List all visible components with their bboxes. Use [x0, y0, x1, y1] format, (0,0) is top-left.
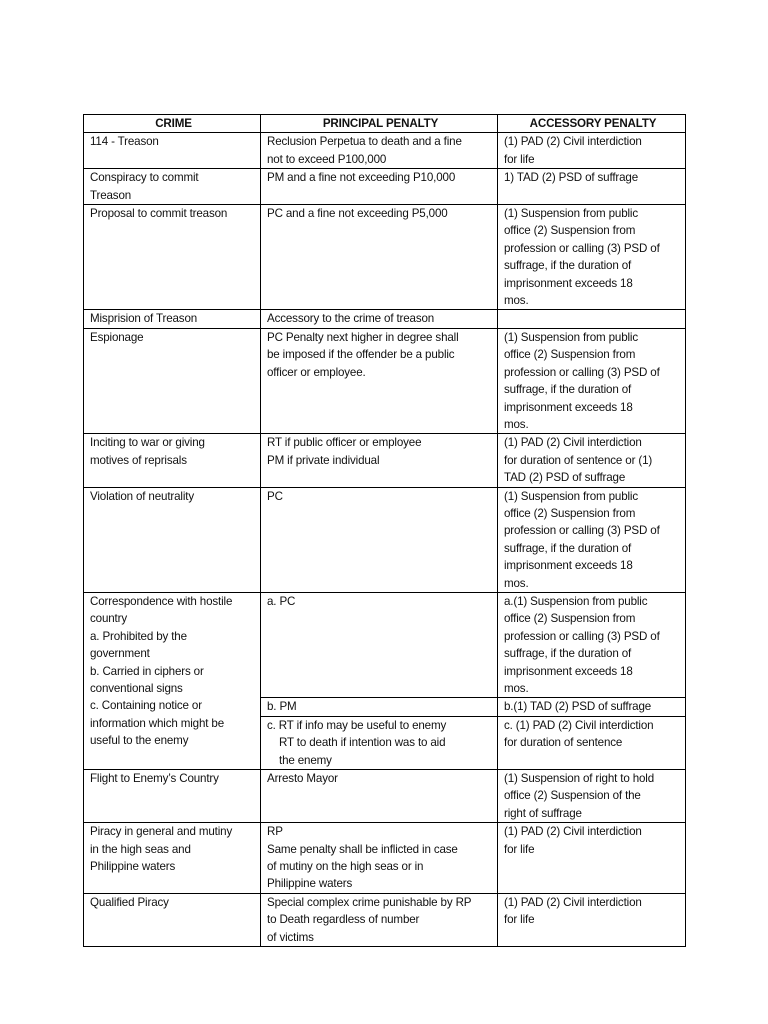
cell-line: not to exceed P100,000 [267, 152, 387, 166]
table-row [84, 770, 686, 823]
accessory-penalty-cell [498, 893, 686, 946]
cell-line: Misprision of Treason [90, 312, 198, 326]
cell-line: PC Penalty next higher in degree shall [267, 330, 459, 344]
table-row [84, 133, 686, 169]
principal-penalty-cell [261, 592, 498, 697]
cell-line: for life [504, 152, 535, 166]
cell-line: TAD (2) PSD of suffrage [504, 471, 626, 485]
cell-line: Proposal to commit treason [90, 207, 228, 221]
cell-line: (1) PAD (2) Civil interdiction [504, 895, 642, 909]
header-accessory-penalty: ACCESSORY PENALTY [498, 115, 686, 133]
table-row [84, 205, 686, 310]
cell-line: (1) Suspension from public [504, 207, 639, 221]
cell-line: PC and a fine not exceeding P5,000 [267, 207, 448, 221]
cell-line: profession or calling (3) PSD of [504, 524, 660, 538]
table-row [84, 823, 686, 894]
cell-line: profession or calling (3) PSD of [504, 365, 660, 379]
cell-line: b.(1) TAD (2) PSD of suffrage [504, 700, 652, 714]
cell-line: a. Prohibited by the [90, 629, 187, 643]
cell-line: officer or employee. [267, 365, 366, 379]
cell-line: office (2) Suspension from [504, 224, 636, 238]
penalty-table [83, 114, 686, 947]
table-row [84, 434, 686, 487]
cell-line: in the high seas and [90, 842, 191, 856]
crime-cell [84, 310, 261, 328]
cell-line: Conspiracy to commit [90, 171, 199, 185]
header-crime: CRIME [84, 115, 261, 133]
cell-line: conventional signs [90, 682, 183, 695]
principal-penalty-cell [261, 716, 498, 769]
cell-line: 114 - Treason [90, 135, 159, 149]
cell-line: c. Containing notice or [90, 699, 202, 713]
crime-cell [84, 328, 261, 433]
cell-line: of victims [267, 930, 314, 944]
cell-line: Special complex crime punishable by RP [267, 895, 472, 909]
header-principal-penalty: PRINCIPAL PENALTY [261, 115, 498, 133]
cell-line: (1) Suspension from public [504, 330, 639, 344]
cell-line: b. PM [267, 700, 297, 714]
crime-cell [84, 893, 261, 946]
crime-cell [84, 169, 261, 205]
cell-line: Correspondence with hostile [90, 594, 233, 608]
accessory-penalty-cell [498, 823, 686, 894]
cell-line: suffrage, if the duration of [504, 383, 632, 397]
accessory-penalty-cell [498, 487, 686, 592]
cell-line: Arresto Mayor [267, 772, 338, 786]
crime-cell [84, 487, 261, 592]
accessory-penalty-cell [498, 770, 686, 823]
cell-line: suffrage, if the duration of [504, 259, 632, 273]
cell-line: motives of reprisals [90, 453, 187, 467]
cell-line: for duration of sentence or (1) [504, 453, 653, 467]
cell-line: Same penalty shall be inflicted in case [267, 842, 458, 856]
principal-penalty-cell [261, 487, 498, 592]
table-row [84, 310, 686, 328]
principal-penalty-cell [261, 893, 498, 946]
principal-penalty-cell [261, 770, 498, 823]
cell-line: office (2) Suspension from [504, 612, 636, 626]
cell-line: office (2) Suspension of the [504, 789, 641, 803]
cell-line: a. PC [267, 594, 296, 608]
cell-line: RT if public officer or employee [267, 436, 422, 450]
cell-line: Philippine waters [267, 877, 353, 891]
cell-line: office (2) Suspension from [504, 506, 636, 520]
cell-line: Qualified Piracy [90, 895, 169, 909]
cell-line: Violation of neutrality [90, 489, 194, 503]
cell-line: Reclusion Perpetua to death and a fine [267, 135, 462, 149]
accessory-penalty-cell [498, 434, 686, 487]
cell-line: information which might be [90, 716, 225, 730]
cell-line: Espionage [90, 330, 144, 344]
principal-penalty-cell [261, 169, 498, 205]
cell-line: imprisonment exceeds 18 [504, 559, 633, 573]
accessory-penalty-cell [498, 169, 686, 205]
cell-line: a.(1) Suspension from public [504, 594, 648, 608]
cell-line: useful to the enemy [90, 734, 189, 748]
cell-line: for duration of sentence [504, 736, 623, 750]
cell-line: PC [267, 489, 283, 503]
cell-line: b. Carried in ciphers or [90, 664, 204, 678]
cell-line: Philippine waters [90, 860, 176, 874]
cell-line: (1) Suspension of right to hold [504, 772, 655, 786]
cell-line: RP [267, 825, 283, 839]
cell-line: c. RT if info may be useful to enemy [267, 718, 447, 732]
cell-line: mos. [504, 576, 529, 590]
cell-line: Piracy in general and mutiny [90, 825, 233, 839]
cell-line: to Death regardless of number [267, 913, 420, 927]
principal-penalty-cell [261, 434, 498, 487]
crime-cell [84, 205, 261, 310]
table-row [84, 487, 686, 592]
principal-penalty-cell [261, 328, 498, 433]
cell-line: profession or calling (3) PSD of [504, 629, 660, 643]
crime-cell [84, 434, 261, 487]
table-row [84, 328, 686, 433]
cell-line: Inciting to war or giving [90, 436, 205, 450]
cell-line: right of suffrage [504, 806, 582, 820]
principal-penalty-cell [261, 698, 498, 716]
accessory-penalty-cell [498, 328, 686, 433]
table-row [84, 893, 686, 946]
cell-line: imprisonment exceeds 18 [504, 400, 633, 414]
cell-line: PM if private individual [267, 453, 380, 467]
crime-cell [84, 770, 261, 823]
cell-line: for life [504, 842, 535, 856]
table-body [84, 133, 686, 947]
cell-line: of mutiny on the high seas or in [267, 860, 424, 874]
principal-penalty-cell [261, 823, 498, 894]
accessory-penalty-cell [498, 133, 686, 169]
cell-line: Flight to Enemy’s Country [90, 772, 219, 786]
cell-line: 1) TAD (2) PSD of suffrage [504, 171, 638, 185]
cell-line: the enemy [279, 753, 332, 767]
cell-line: mos. [504, 682, 529, 695]
cell-line: suffrage, if the duration of [504, 647, 632, 661]
table-row [84, 169, 686, 205]
cell-line: country [90, 612, 127, 626]
cell-line: (1) PAD (2) Civil interdiction [504, 135, 642, 149]
principal-penalty-cell [261, 133, 498, 169]
cell-line: imprisonment exceeds 18 [504, 276, 633, 290]
table-row [84, 592, 686, 697]
crime-cell [84, 823, 261, 894]
cell-line: be imposed if the offender be a public [267, 348, 455, 362]
cell-line: c. (1) PAD (2) Civil interdiction [504, 718, 654, 732]
cell-line: mos. [504, 294, 529, 308]
accessory-penalty-cell [498, 698, 686, 716]
cell-line: (1) PAD (2) Civil interdiction [504, 825, 642, 839]
crime-cell [84, 592, 261, 769]
header-row [84, 115, 686, 133]
accessory-penalty-cell [498, 716, 686, 769]
principal-penalty-cell [261, 205, 498, 310]
cell-line: profession or calling (3) PSD of [504, 241, 660, 255]
cell-line: Treason [90, 188, 132, 202]
cell-line: office (2) Suspension from [504, 348, 636, 362]
accessory-penalty-cell [498, 310, 686, 328]
cell-line: for life [504, 913, 535, 927]
accessory-penalty-cell [498, 592, 686, 697]
cell-line: (1) Suspension from public [504, 489, 639, 503]
crime-cell [84, 133, 261, 169]
cell-line: RT to death if intention was to aid [279, 736, 446, 750]
cell-line: Accessory to the crime of treason [267, 312, 435, 326]
cell-line: imprisonment exceeds 18 [504, 664, 633, 678]
cell-line: PM and a fine not exceeding P10,000 [267, 171, 456, 185]
cell-line: mos. [504, 417, 529, 431]
principal-penalty-cell [261, 310, 498, 328]
cell-line: government [90, 647, 150, 661]
cell-line: (1) PAD (2) Civil interdiction [504, 436, 642, 450]
accessory-penalty-cell [498, 205, 686, 310]
cell-line: suffrage, if the duration of [504, 541, 632, 555]
